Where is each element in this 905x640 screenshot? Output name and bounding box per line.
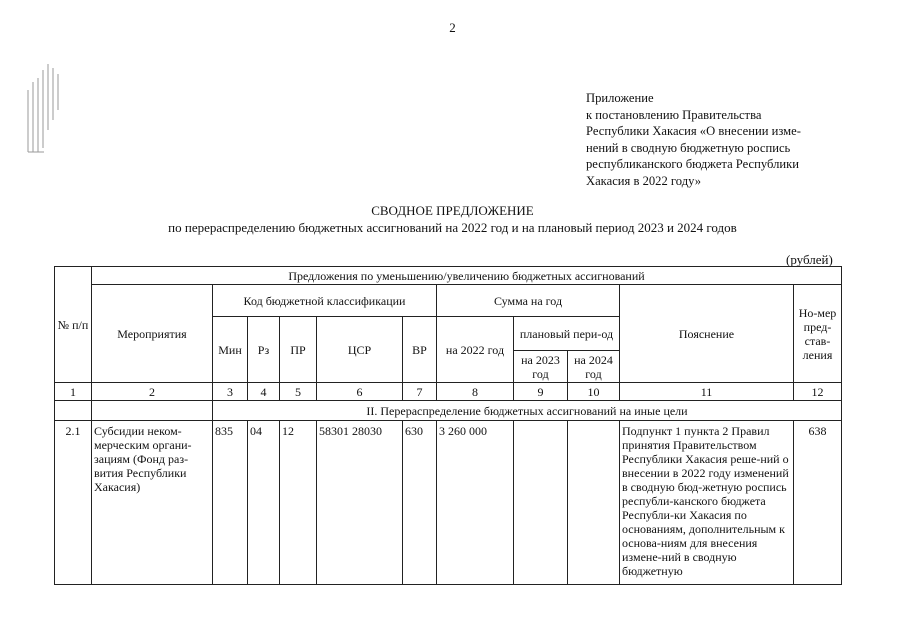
header-min: Мин [213, 317, 248, 383]
column-number: 9 [514, 383, 568, 401]
header-planning-period: плановый пери-од [514, 317, 620, 351]
section-heading: II. Перераспределение бюджетных ассигнований на иные цели [213, 401, 842, 421]
column-number: 5 [280, 383, 317, 401]
section-empty-cell [92, 401, 213, 421]
column-number: 1 [55, 383, 92, 401]
row-rz: 04 [248, 421, 280, 585]
header-vr: ВР [403, 317, 437, 383]
column-number: 8 [437, 383, 514, 401]
column-number: 12 [794, 383, 842, 401]
row-min: 835 [213, 421, 248, 585]
column-number: 11 [620, 383, 794, 401]
unit-label: (рублей) [786, 252, 833, 267]
row-explanation: Подпункт 1 пункта 2 Правил принятия Правительством Республики Хакасия реше-ний о внесении в 2022 году изменений в сводную бюд-жетную роспись республи-канского бюджета Республи-ки Хакасия по основаниям, дополнительным к основа-ниям для внесения измене-ний в сводную бюджетную [620, 421, 794, 585]
header-explanation: Пояснение [620, 285, 794, 383]
column-number: 4 [248, 383, 280, 401]
document-subtitle: по перераспределению бюджетных ассигнований на 2022 год и на плановый период 2023 и 2024 годов [168, 220, 737, 235]
row-pr: 12 [280, 421, 317, 585]
header-year-sum: Сумма на год [437, 285, 620, 317]
header-representation-number: Но-мер пред-став-ления [794, 285, 842, 383]
row-num: 2.1 [55, 421, 92, 585]
row-vr: 630 [403, 421, 437, 585]
column-number: 10 [568, 383, 620, 401]
header-2023: на 2023 год [514, 351, 568, 383]
header-proposals: Предложения по уменьшению/увеличению бюджетных ассигнований [92, 267, 842, 285]
header-budget-code: Код бюджетной классификации [213, 285, 437, 317]
header-2022: на 2022 год [437, 317, 514, 383]
header-num: № п/п [55, 267, 92, 383]
header-rz: Рз [248, 317, 280, 383]
vertical-registration-stamp-icon [24, 60, 64, 155]
column-number: 3 [213, 383, 248, 401]
budget-table [54, 266, 842, 585]
row-event: Субсидии неком-мерческим органи-зациям (Фонд раз-вития Республики Хакасия) [92, 421, 213, 585]
document-title: СВОДНОЕ ПРЕДЛОЖЕНИЕ [371, 203, 534, 218]
row-representation-number: 638 [794, 421, 842, 585]
section-empty-cell [55, 401, 92, 421]
header-event: Мероприятия [92, 285, 213, 383]
row-sum-2024 [568, 421, 620, 585]
column-number: 6 [317, 383, 403, 401]
column-number: 2 [92, 383, 213, 401]
header-pr: ПР [280, 317, 317, 383]
row-sum-2022: 3 260 000 [437, 421, 514, 585]
row-sum-2023 [514, 421, 568, 585]
page-number: 2 [449, 20, 456, 35]
header-2024: на 2024 год [568, 351, 620, 383]
column-number: 7 [403, 383, 437, 401]
header-csr: ЦСР [317, 317, 403, 383]
row-csr: 58301 28030 [317, 421, 403, 585]
appendix-note: Приложение к постановлению Правительства Республики Хакасия «О внесении изме- нений в сводную бюджетную роспись республиканского бюджета Республики Хакасия в 2022 году» [586, 91, 801, 188]
